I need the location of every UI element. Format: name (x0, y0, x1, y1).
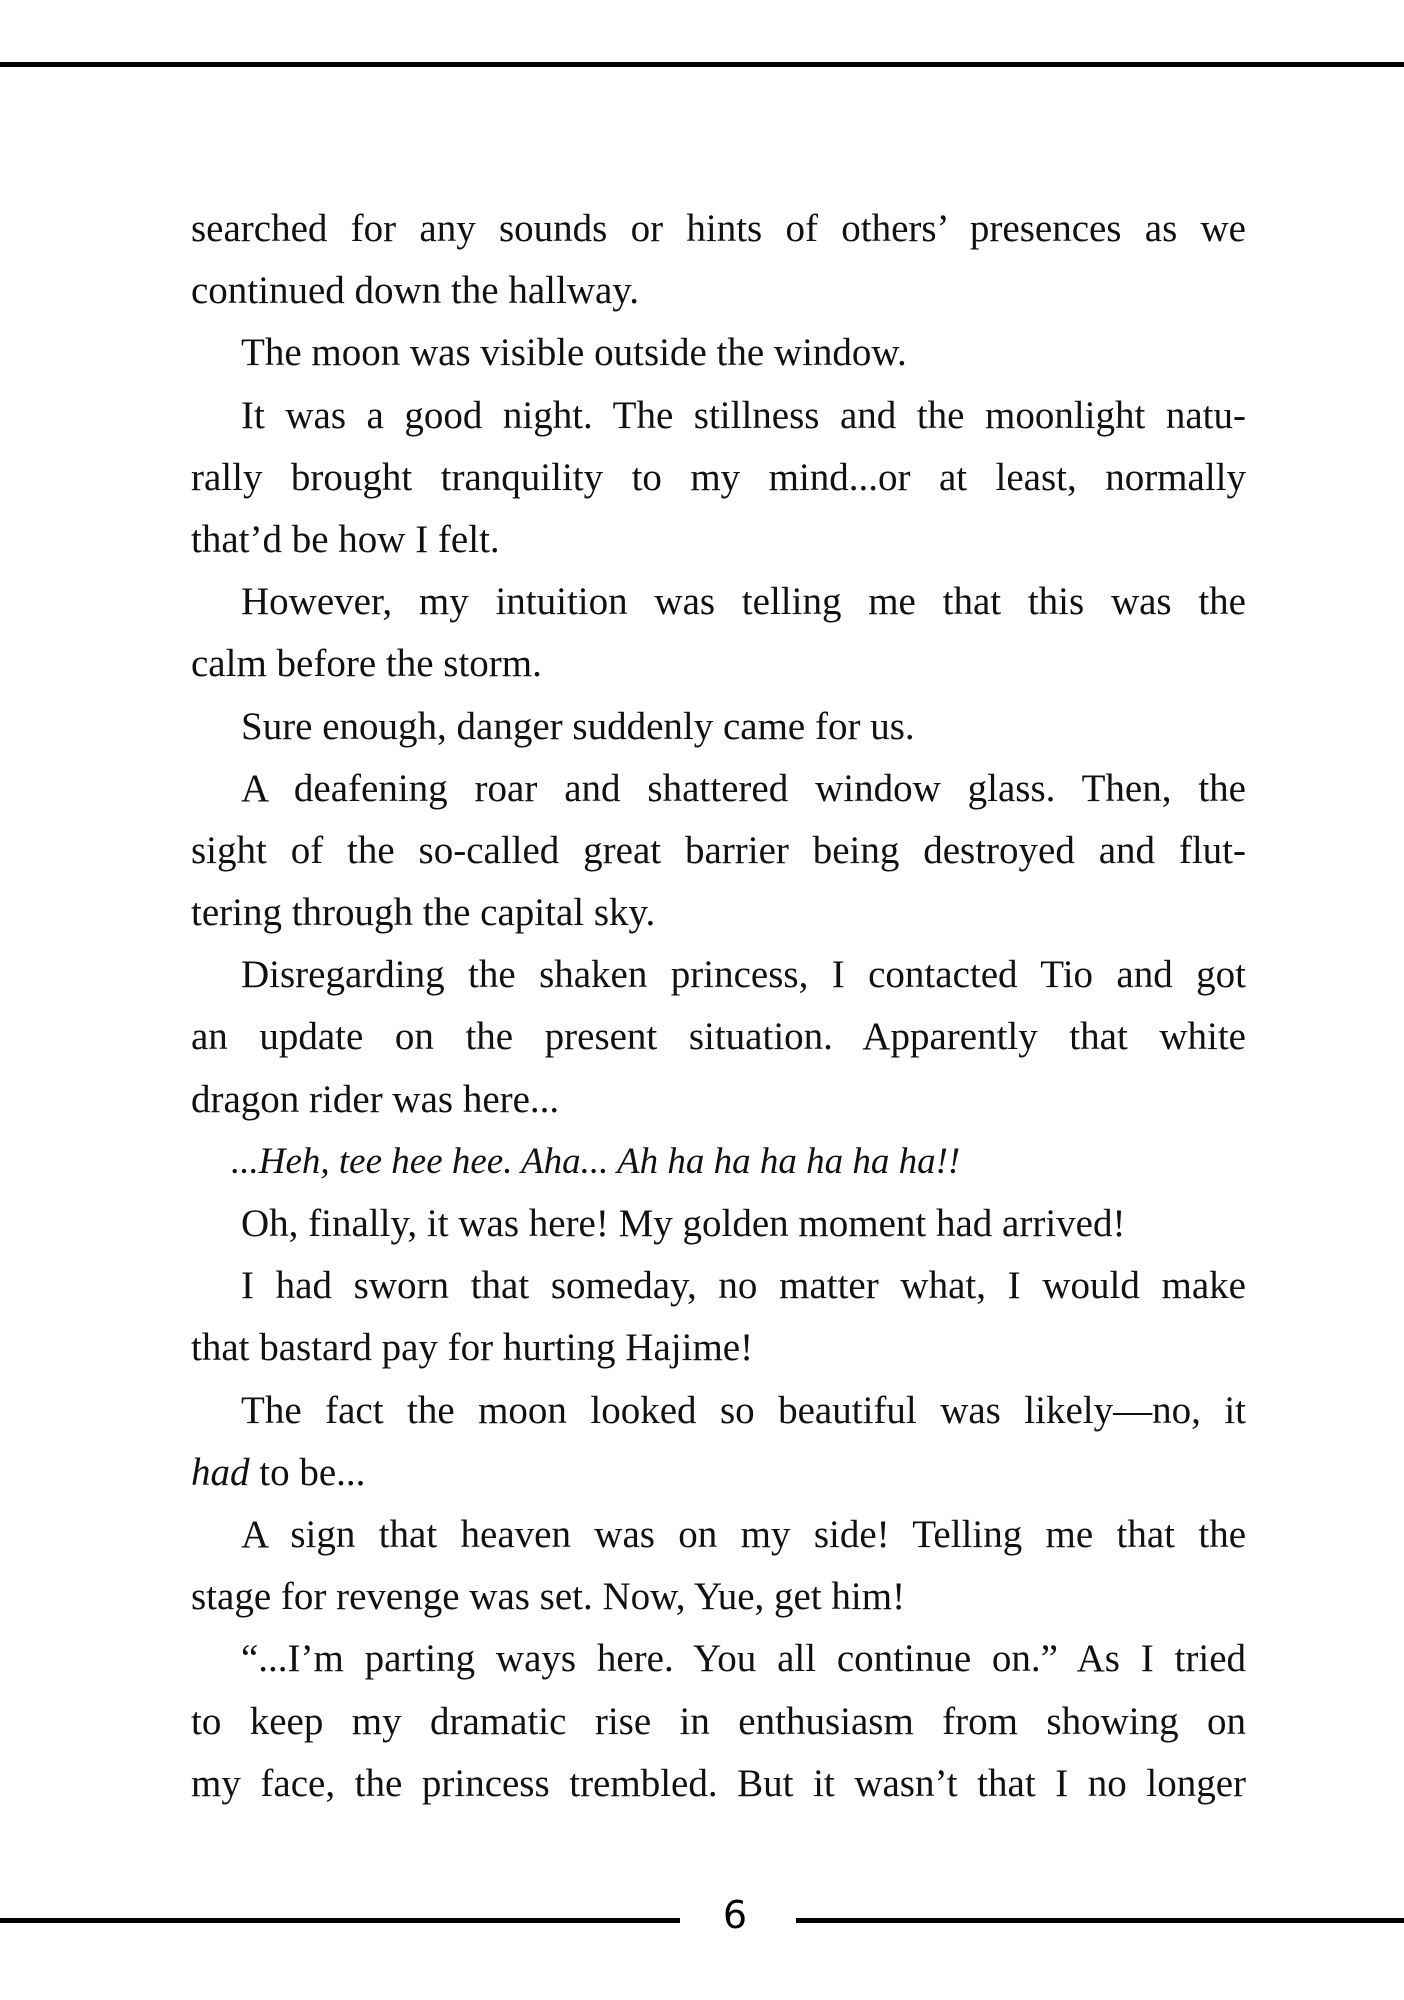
text-line: Oh, finally, it was here! My golden moment had arrived! (241, 1202, 1126, 1245)
line-text: to be... (249, 1450, 366, 1494)
header-rule (0, 62, 1404, 67)
text-line: The moon was visible outside the window. (241, 331, 907, 375)
text-line: sight of the so-called great barrier being destroyed and flut- (191, 828, 1246, 872)
text-line: rally brought tranquility to my mind...or at least, normally (191, 455, 1246, 499)
text-line: Sure enough, danger suddenly came for us. (241, 704, 915, 748)
text-line: It was a good night. The stillness and the moonlight natu- (241, 393, 1246, 437)
text-line: ...Heh, tee hee hee. Aha... Ah ha ha ha ha ha ha!! (231, 1140, 961, 1182)
text-line: A deafening roar and shattered window glass. Then, the (241, 766, 1246, 810)
page-number: 6 (722, 1893, 748, 1937)
text-line: an update on the present situation. Apparently that white (191, 1015, 1246, 1059)
text-line: searched for any sounds or hints of others’ presences as we (191, 207, 1246, 250)
text-line: However, my intuition was telling me that this was the (241, 580, 1246, 624)
text-line: my face, the princess trembled. But it wasn’t that I no longer (191, 1761, 1246, 1805)
text-line: “...I’m parting ways here. You all continue on.” As I tried (241, 1637, 1246, 1681)
text-line: The fact the moon looked so beautiful was likely—no, it (241, 1388, 1246, 1432)
emphasis-text: had (191, 1450, 250, 1494)
text-line: to keep my dramatic rise in enthusiasm from showing on (191, 1699, 1246, 1743)
text-line: that’d be how I felt. (191, 517, 500, 561)
text-line: that bastard pay for hurting Hajime! (191, 1326, 754, 1370)
footer-rule-left (0, 1918, 680, 1923)
body-text (191, 198, 1246, 1815)
text-line: I had sworn that someday, no matter what, I would make (241, 1264, 1246, 1308)
text-line: Disregarding the shaken princess, I contacted Tio and got (241, 953, 1246, 997)
text-line: tering through the capital sky. (191, 891, 656, 935)
text-line: dragon rider was here... (191, 1077, 560, 1121)
text-line: continued down the hallway. (191, 269, 640, 313)
text-line: calm before the storm. (191, 642, 542, 686)
text-line: stage for revenge was set. Now, Yue, get him! (191, 1575, 906, 1619)
text-line (191, 1442, 1246, 1504)
footer-rule-right (796, 1918, 1404, 1923)
text-line: A sign that heaven was on my side! Telling me that the (241, 1512, 1246, 1556)
